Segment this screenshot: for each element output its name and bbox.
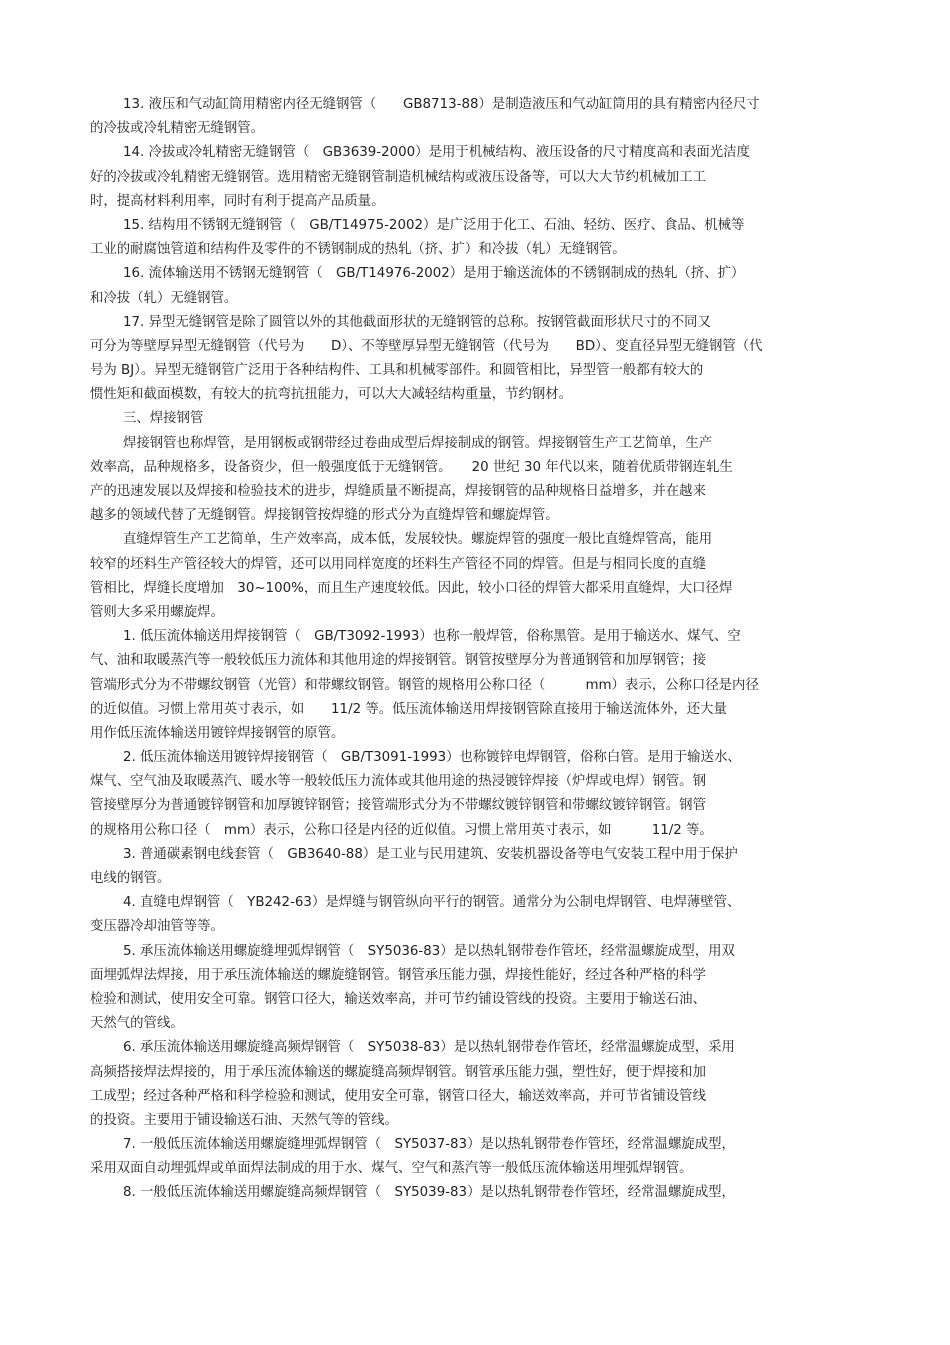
text-line: 管则大多采用螺旋焊。 — [90, 604, 224, 620]
text-line: 13. 液压和气动缸筒用精密内径无缝钢管（ GB8713-88）是制造液压和气动缸筒用的具有精密内径尺寸 — [123, 97, 760, 112]
text-line: 管端形式分为不带螺纹钢管（光管）和带螺纹钢管。钢管的规格用公称口径（ mm）表示，公称口径是内径 — [90, 677, 759, 693]
text-line: 天然气的管线。 — [90, 1016, 184, 1032]
text-line: 检验和测试，使用安全可靠。钢管口径大，输送效率高，并可节约铺设管线的投资。主要用于输送石油、 — [90, 991, 706, 1007]
text-line: 14. 冷拔或冷轧精密无缝钢管（ GB3639-2000）是用于机械结构、液压设备的尺寸精度高和表面光洁度 — [123, 145, 750, 161]
text-line: 效率高，品种规格多，设备资少，但一般强度低于无缝钢管。 20 世纪 30 年代以来，随着优质带钢连轧生 — [90, 459, 733, 475]
text-line: 3. 普通碳素钢电线套管（ GB3640-88）是工业与民用建筑、安装机器设备等电气安装工程中用于保护 — [123, 846, 738, 862]
text-line: 采用双面自动埋弧焊或单面焊法制成的用于水、煤气、空气和蒸汽等一般低压流体输送用埋弧焊钢管。 — [90, 1161, 693, 1177]
document-body — [90, 93, 850, 1206]
text-line: 变压器冷却油管等等。 — [90, 919, 224, 935]
text-line: 的近似值。习惯上常用英寸表示，如 11/2 等。低压流体输送用焊接钢管除直接用于输送流体外，还大量 — [90, 701, 727, 717]
text-line: 可分为等壁厚异型无缝钢管（代号为 D）、不等壁厚异型无缝钢管（代号为 BD）、变直径异型无缝钢管（代 — [90, 338, 763, 354]
text-line: 气、油和取暖蒸汽等一般较低压力流体和其他用途的焊接钢管。钢管按壁厚分为普通钢管和加厚钢管；接 — [90, 653, 706, 669]
text-line: 2. 低压流体输送用镀锌焊接钢管（ GB/T3091-1993）也称镀锌电焊钢管，俗称白管。是用于输送水、 — [123, 750, 741, 766]
text-line: 的投资。主要用于铺设输送石油、天然气等的管线。 — [90, 1112, 398, 1128]
text-line: 管相比，焊缝长度增加 30~100%，而且生产速度较低。因此，较小口径的焊管大都采用直缝焊，大口径焊 — [90, 580, 733, 596]
text-line: 时，提高材料利用率，同时有利于提高产品质量。 — [90, 193, 385, 209]
text-line: 15. 结构用不锈钢无缝钢管（ GB/T14975-2002）是广泛用于化工、石油、轻纺、医疗、食品、机械等 — [123, 217, 745, 233]
text-line: 较窄的坯料生产管径较大的焊管，还可以用同样宽度的坯料生产管径不同的焊管。但是与相同长度的直缝 — [90, 556, 706, 572]
text-line: 6. 承压流体输送用螺旋缝高频焊钢管（ SY5038-83）是以热轧钢带卷作管坯，经常温螺旋成型，采用 — [123, 1040, 735, 1056]
text-line: 16. 流体输送用不锈钢无缝钢管（ GB/T14976-2002）是用于输送流体的不锈钢制成的热轧（挤、扩） — [123, 266, 745, 282]
text-line: 17. 异型无缝钢管是除了圆管以外的其他截面形状的无缝钢管的总称。按钢管截面形状尺寸的不同又 — [123, 314, 711, 330]
text-line: 焊接钢管也称焊管，是用钢板或钢带经过卷曲成型后焊接制成的钢管。焊接钢管生产工艺简单，生产 — [123, 435, 713, 451]
text-line: 4. 直缝电焊钢管（ YB242-63）是焊缝与钢管纵向平行的钢管。通常分为公制电焊钢管、电焊薄壁管、 — [123, 895, 741, 911]
text-line: 管接壁厚分为普通镀锌钢管和加厚镀锌钢管；接管端形式分为不带螺纹镀锌钢管和带螺纹镀锌钢管。钢管 — [90, 798, 706, 814]
text-line: 8. 一般低压流体输送用螺旋缝高频焊钢管（ SY5039-83）是以热轧钢带卷作管坯，经常温螺旋成型， — [123, 1185, 735, 1201]
text-line: 的冷拔或冷轧精密无缝钢管。 — [90, 121, 265, 137]
text-line: 产的迅速发展以及焊接和检验技术的进步，焊缝质量不断提高，焊接钢管的品种规格日益增多，并在越来 — [90, 484, 706, 499]
text-line: 工成型；经过各种严格和科学检验和测试，使用安全可靠，钢管口径大，输送效率高，并可节省铺设管线 — [90, 1088, 706, 1104]
text-line: 的规格用公称口径（ mm）表示，公称口径是内径的近似值。习惯上常用英寸表示，如 11/2 等。 — [90, 822, 713, 838]
text-line: 煤气、空气油及取暖蒸汽、暖水等一般较低压力流体或其他用途的热浸镀锌焊接（炉焊或电焊）钢管。钢 — [90, 774, 706, 790]
text-line: 惯性矩和截面模数，有较大的抗弯抗扭能力，可以大大减轻结构重量，节约钢材。 — [90, 387, 573, 403]
text-line: 工业的耐腐蚀管道和结构件及零件的不锈钢制成的热轧（挤、扩）和冷拔（轧）无缝钢管。 — [90, 242, 626, 258]
text-line: 7. 一般低压流体输送用螺旋缝埋弧焊钢管（ SY5037-83）是以热轧钢带卷作管坯，经常温螺旋成型， — [123, 1137, 735, 1153]
text-line: 三、焊接钢管 — [123, 411, 204, 427]
text-line: 5. 承压流体输送用螺旋缝埋弧焊钢管（ SY5036-83）是以热轧钢带卷作管坯，经常温螺旋成型，用双 — [123, 943, 735, 959]
text-line: 高频搭接焊法焊接的，用于承压流体输送的螺旋缝高频焊钢管。钢管承压能力强，塑性好，便于焊接和加 — [90, 1064, 706, 1080]
text-line: 好的冷拔或冷轧精密无缝钢管。选用精密无缝钢管制造机械结构或液压设备等，可以大大节约机械加工工 — [90, 169, 706, 185]
text-line: 越多的领域代替了无缝钢管。焊接钢管按焊缝的形式分为直缝焊管和螺旋焊管。 — [90, 508, 559, 524]
text-line: 1. 低压流体输送用焊接钢管（ GB/T3092-1993）也称一般焊管，俗称黑管。是用于输送水、煤气、空 — [123, 629, 741, 645]
text-line: 直缝焊管生产工艺简单，生产效率高，成本低，发展较快。螺旋焊管的强度一般比直缝焊管高，能用 — [123, 532, 713, 548]
text-line: 号为 BJ）。异型无缝钢管广泛用于各种结构件、工具和机械零部件。和圆管相比，异型管一般都有较大的 — [90, 363, 704, 379]
text-line: 电线的钢管。 — [90, 871, 171, 886]
text-line: 用作低压流体输送用镀锌焊接钢管的原管。 — [90, 725, 345, 741]
text-line: 和冷拔（轧）无缝钢管。 — [90, 290, 238, 306]
text-line: 面埋弧焊法焊接，用于承压流体输送的螺旋缝钢管。钢管承压能力强，焊接性能好，经过各种严格的科学 — [90, 967, 706, 983]
